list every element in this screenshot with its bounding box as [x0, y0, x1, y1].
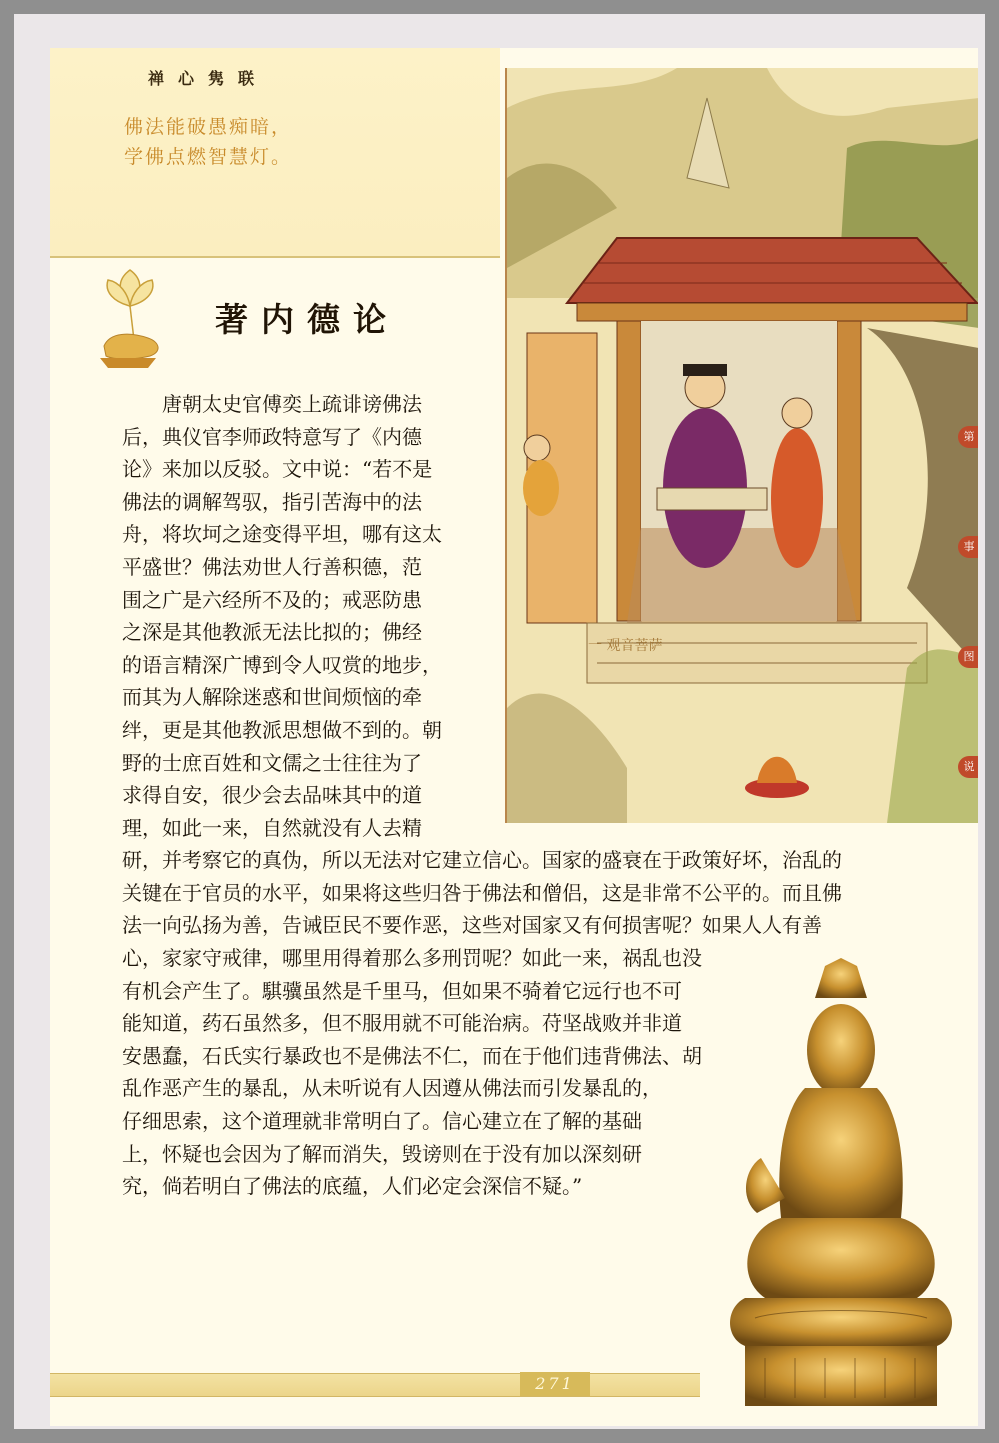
text-line: 乱作恶产生的暴乱，从未听说有人因遵从佛法而引发暴乱的，: [122, 1076, 662, 1101]
text-line: 求得自安，很少会去品味其中的道: [122, 783, 422, 808]
text-line: 佛法的调解驾驭，指引苦海中的法: [122, 489, 422, 514]
statue-caption: 一 观音菩萨: [588, 638, 663, 654]
body-text-beside-statue: [122, 942, 702, 1203]
side-tab[interactable]: 事: [958, 536, 978, 558]
text-line: 之深是其他教派无法比拟的；佛经: [122, 620, 422, 645]
text-line: 唐朝太史官傅奕上疏诽谤佛法: [122, 392, 422, 416]
text-line: 理，如此一来，自然就没有人去精: [122, 815, 422, 840]
text-line: 的语言精深广博到令人叹赏的地步，: [122, 652, 442, 677]
page-frame: [14, 14, 985, 1429]
body-text-narrow: [122, 388, 442, 844]
side-tab[interactable]: 图: [958, 646, 978, 668]
text-line: 围之广是六经所不及的；戒恶防患: [122, 587, 422, 612]
section-title: 著内德论: [215, 300, 399, 339]
text-line: 仔细思索，这个道理就非常明白了。信心建立在了解的基础: [122, 1108, 642, 1133]
text-line: 后，典仪官李师政特意写了《内德: [122, 424, 422, 449]
header-title: 禅心隽联: [148, 69, 269, 88]
verse-line-1: 佛法能破愚痴暗，: [124, 116, 293, 138]
text-line: 有机会产生了。騏骥虽然是千里马，但如果不骑着它远行也不可: [122, 978, 682, 1003]
text-line: 究，倘若明白了佛法的底蕴，人们必定会深信不疑。”: [122, 1174, 583, 1199]
temple-scholar-painting: [505, 68, 978, 823]
guanyin-statue-image: [705, 958, 978, 1426]
text-line: 法一向弘扬为善，告诫臣民不要作恶，这些对国家又有何损害呢？如果人人有善: [122, 913, 822, 938]
footer-bar: [50, 1373, 700, 1397]
text-line: 安愚蠢，石氏实行暴政也不是佛法不仁，而在于他们违背佛法、胡: [122, 1043, 702, 1068]
verse-line-2: 学佛点燃智慧灯。: [124, 146, 293, 168]
side-tab[interactable]: 说: [958, 756, 978, 778]
text-line: 绊，更是其他教派思想做不到的。朝: [122, 717, 442, 742]
book-page: [50, 48, 978, 1426]
side-tab[interactable]: 第: [958, 426, 978, 448]
text-line: 而其为人解除迷惑和世间烦恼的牵: [122, 685, 422, 710]
text-line: 舟，将坎坷之途变得平坦，哪有这太: [122, 522, 442, 547]
text-line: 能知道，药石虽然多，但不服用就不可能治病。苻坚战败并非道: [122, 1011, 682, 1036]
text-line: 关键在于官员的水平，如果将这些归咎于佛法和僧侣，这是非常不公平的。而且佛: [122, 880, 842, 905]
text-line: 心，家家守戒律，哪里用得着那么多刑罚呢？如此一来，祸乱也没: [122, 946, 702, 970]
page-number: 271: [520, 1372, 590, 1396]
text-line: 论》来加以反驳。文中说：“若不是: [122, 457, 433, 482]
text-line: 野的士庶百姓和文儒之士往往为了: [122, 750, 422, 775]
text-line: 上，怀疑也会因为了解而消失，毁谤则在于没有加以深刻研: [122, 1141, 642, 1166]
text-line: 平盛世？佛法劝世人行善积德，范: [122, 554, 422, 579]
lotus-hand-icon: [90, 266, 170, 376]
body-text-wide: [122, 844, 842, 942]
text-line: 研，并考察它的真伪，所以无法对它建立信心。国家的盛衰在于政策好坏，治乱的: [122, 848, 842, 872]
